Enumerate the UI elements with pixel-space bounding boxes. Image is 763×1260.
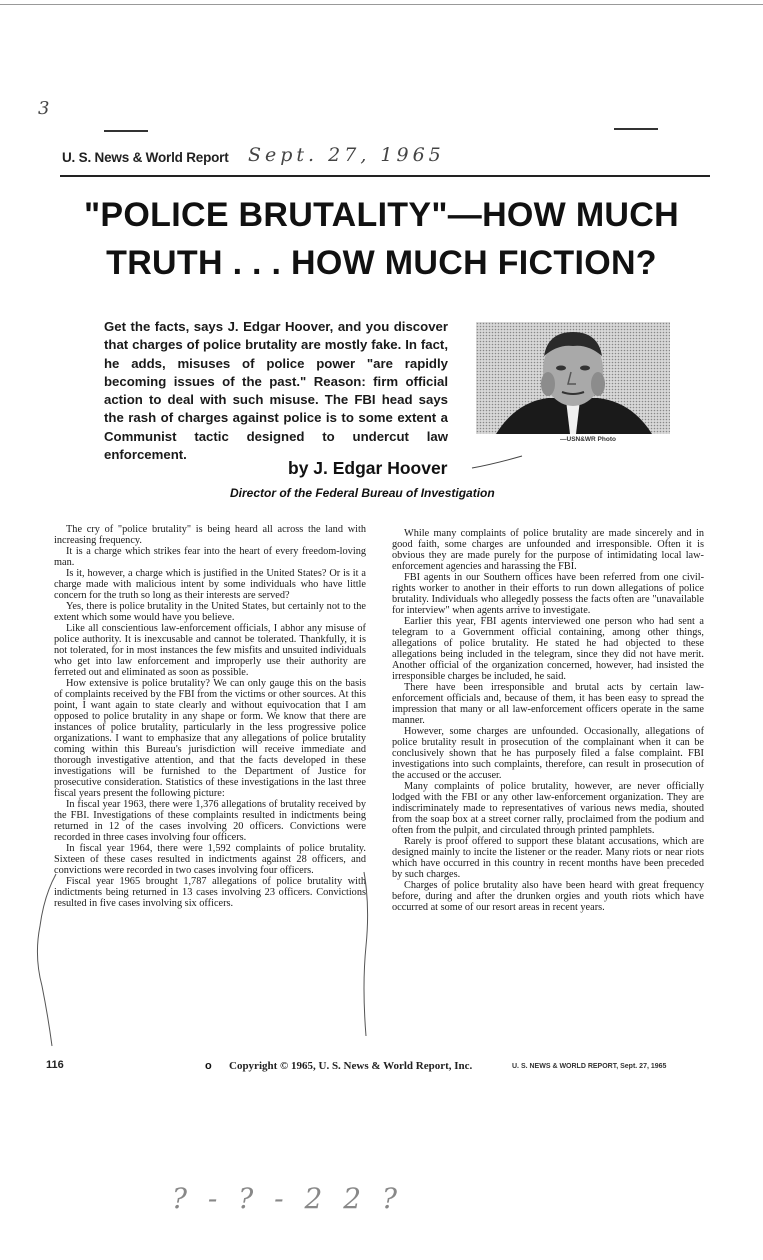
copyright-notice: Copyright © 1965, U. S. News & World Report, Inc. [229, 1060, 473, 1072]
headline-line-2: TRUTH . . . HOW MUCH FICTION? [106, 244, 657, 282]
paragraph: Earlier this year, FBI agents interviewed one person who had sent a telegram to a Government official containing, among other things, allegations of police brutality. He stated he had objected to these allegations being included in the telegram, since they did not have merit. Another official of the organization concerned, however, had insisted the irresponsible charges be included, he said. [392, 616, 704, 682]
paragraph: The cry of "police brutality" is being heard all across the land with increasing frequency. [54, 524, 366, 546]
page-number: 116 [46, 1059, 64, 1071]
pencil-flourish [470, 454, 526, 470]
paragraph: However, some charges are unfounded. Occasionally, allegations of police brutality result in prosecution of the complainant when it can be conclusively shown that he has purposely filed a false complaint. FBI investigations into such complaints, therefore, can result in prosecution of the accused or the accuser. [392, 726, 704, 781]
paragraph: How extensive is police brutality? We can only gauge this on the basis of complaints received by the FBI from the victims or other sources. At this point, I want again to state clearly and without equivocation that I am opposed to police brutality in any shape or form. We know that there are instances of police brutality, particularly in the less progressive police organizations. I want to emphasize that any allegations of police brutality coming within this Bureau's jurisdiction will receive immediate and thorough investigative attention, and that the facts developed in these investigations will be furnished to the Department of Justice for prosecutive consideration. Statistics of these investigations in the last three fiscal years present the following picture: [54, 678, 366, 799]
margin-handwritten-mark: 3 [38, 98, 50, 119]
portrait-image [476, 322, 670, 434]
paragraph: There have been irresponsible and brutal acts by certain law-enforcement officials and, because of them, it has been easy to spread the impression that many or all law-enforcement officers operate in the same manner. [392, 682, 704, 726]
paragraph: Many complaints of police brutality, however, are never officially lodged with the FBI or any other law-enforcement organization. They are indiscriminately made to representatives of various news media, shouted from the soap box at a street corner rally, proclaimed from the podium and often from the pulpit, and circulated through printed pamphlets. [392, 781, 704, 836]
byline-author: by J. Edgar Hoover [288, 458, 448, 478]
paragraph: FBI agents in our Southern offices have been referred from one civil-rights worker to another in their efforts to run down allegations of police brutality. Individuals who allegedly possess the facts often are "unavailable for interview" when agents arrive to investigate. [392, 572, 704, 616]
top-rule [0, 4, 763, 5]
paragraph: It is a charge which strikes fear into the heart of every freedom-loving man. [54, 546, 366, 568]
photo-credit: —USN&WR Photo [560, 436, 616, 443]
author-portrait-photo [476, 322, 670, 434]
paragraph: In fiscal year 1963, there were 1,376 allegations of brutality received by the FBI. Investigations of these complaints resulted in indictments being returned in 12 of the cases involving 20 officers. Convictions were recorded in three cases involving four officers. [54, 799, 366, 843]
footer-bullet: o [205, 1060, 212, 1072]
pencil-bracket-marks [30, 866, 370, 1050]
footer-issue-date: U. S. NEWS & WORLD REPORT, Sept. 27, 1965 [512, 1063, 667, 1070]
pencil-dash-right [614, 128, 658, 130]
article-summary: Get the facts, says J. Edgar Hoover, and you discover that charges of police brutality are mostly fake. In fact, he adds, misuses of police power "are rapidly becoming issues of the past." Reason: firm official action to deal with such misuse. The FBI head says the rash of charges against police is to some extent a Communist tactic designed to undercut law enforcement. [104, 319, 448, 463]
paragraph: Yes, there is police brutality in the United States, but certainly not to the extent which some would have you believe. [54, 601, 366, 623]
bottom-handwritten-file-number: ? - ? - 2 2 ? [172, 1182, 403, 1215]
handwritten-date: Sept. 27, 1965 [248, 144, 445, 166]
paragraph: Charges of police brutality also have been heard with great frequency before, during and after the drunken orgies and youth riots which have occurred at some of our resort areas in recent years. [392, 880, 704, 913]
paragraph: Rarely is proof offered to support these blatant accusations, which are designed mainly to incite the listener or the reader. Many riots or near riots which have occurred in this country in recent months have been preceded by such charges. [392, 836, 704, 880]
paragraph: While many complaints of police brutality are made sincerely and in good faith, some charges are unfounded and irresponsible. Often it is obvious they are made purely for the purpose of intimidating local law-enforcement agencies and harassing the FBI. [392, 528, 704, 572]
article-column-left [54, 524, 366, 909]
paragraph: Fiscal year 1965 brought 1,787 allegations of police brutality with indictments being returned in 13 cases involving 23 officers. Convictions resulted in five cases involving six officers. [54, 876, 366, 909]
publication-masthead: U. S. News & World Report [62, 150, 229, 165]
paragraph: Like all conscientious law-enforcement officials, I abhor any misuse of police authority. It is inexcusable and cannot be tolerated. Thankfully, it is not tolerated, for in most instances the few misfits and unsuited individuals who get into law enforcement and improperly use their authority are ferreted out and eliminated as soon as possible. [54, 623, 366, 678]
masthead-rule [60, 175, 710, 177]
paragraph: In fiscal year 1964, there were 1,592 complaints of police brutality. Sixteen of these cases resulted in indictments against 28 officers, and convictions were recorded in two cases involving four officers. [54, 843, 366, 876]
article-column-right [392, 528, 704, 913]
pencil-dash-left [104, 130, 148, 132]
paragraph: Is it, however, a charge which is justified in the United States? Or is it a charge made with malicious intent by some individuals who have little concern for the truth so long as their interests are served? [54, 568, 366, 601]
headline-line-1: "POLICE BRUTALITY"—HOW MUCH [84, 196, 679, 234]
byline-title: Director of the Federal Bureau of Investigation [230, 486, 495, 500]
